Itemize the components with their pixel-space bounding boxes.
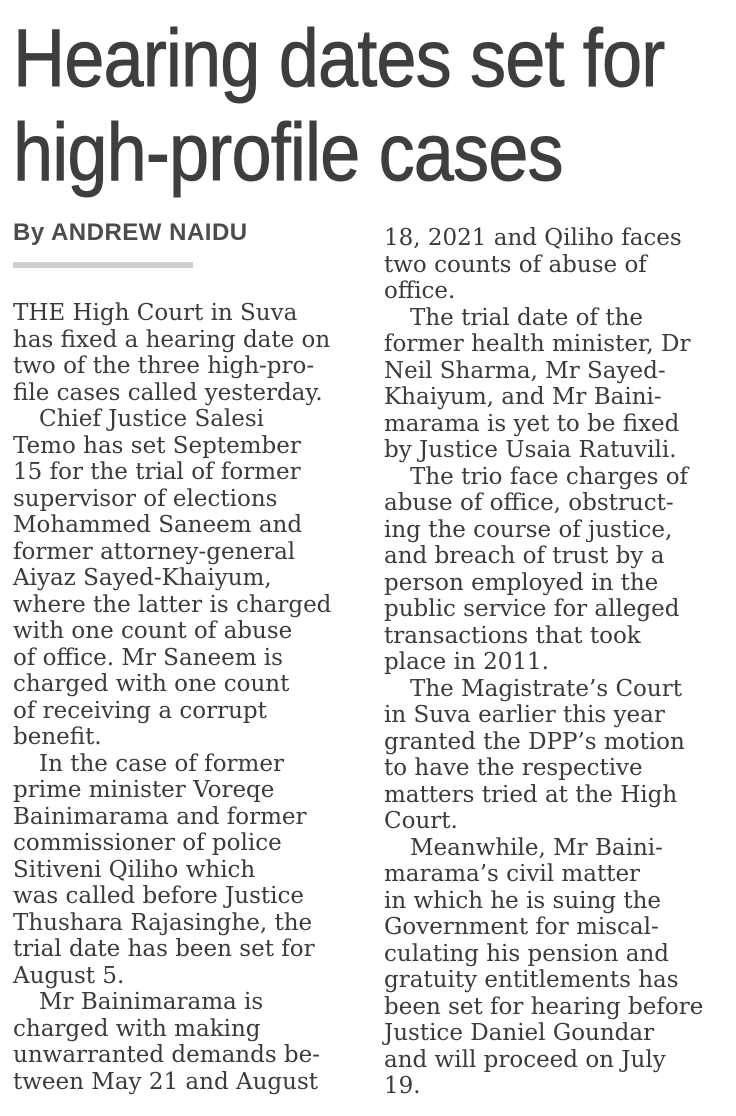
body-line: Court. [384,808,458,834]
body-line: Neil Sharma, Mr Sayed- [384,357,666,384]
headline-line-2: high-profile cases [13,107,563,198]
body-line: Sitiveni Qiliho which [13,856,256,883]
body-line: former attorney-general [13,538,296,565]
body-line: Thushara Rajasinghe, the [13,909,313,936]
body-line: with one count of abuse [13,618,293,644]
body-line: office. [384,278,456,304]
body-line: and breach of trust by a [384,543,665,569]
body-line: tween May 21 and August [13,1068,318,1095]
body-line: was called before Justice [13,883,305,909]
body-line: of receiving a corrupt [13,697,267,724]
body-line: charged with making [13,1015,261,1042]
body-line: 18, 2021 and Qiliho faces [384,225,682,251]
body-line: Meanwhile, Mr Baini- [410,834,663,861]
body-line: Government for miscal- [384,914,659,940]
body-line: been set for hearing before [384,993,704,1020]
body-line: place in 2011. [384,649,549,675]
article-headline [13,12,664,200]
body-line: former health minister, Dr [384,331,691,357]
body-line: prime minister Voreqe [13,777,275,803]
body-line: Aiyaz Sayed-Khaiyum, [13,565,272,591]
byline: By ANDREW NAIDU [13,219,248,246]
body-line: charged with one count [13,671,290,697]
body-line: to have the respective [384,755,643,781]
body-line: gratuity entitlements has [384,967,679,993]
body-line: unwarranted demands be- [13,1042,321,1068]
body-line: culating his pension and [384,940,670,967]
body-line: public service for alleged [384,596,680,622]
body-line: Chief Justice Salesi [39,406,265,432]
body-line: in which he is suing the [384,887,662,914]
body-line: supervisor of elections [13,485,278,512]
body-line: trial date has been set for [13,936,315,962]
body-line: of office. Mr Saneem is [13,644,283,671]
body-line: in Suva earlier this year [384,702,665,728]
body-line: Mohammed Saneem and [13,512,303,538]
body-line: Justice Daniel Goundar [384,1020,655,1046]
body-line: marama is yet to be fixed [384,410,680,437]
body-line: granted the DPP’s motion [384,728,685,755]
body-line: person employed in the [384,569,659,596]
body-line: two of the three high-pro- [13,353,315,379]
body-line: August 5. [13,962,125,989]
body-line: benefit. [13,724,102,750]
body-line: THE High Court in Suva [13,300,298,326]
body-line: has fixed a hearing date on [13,326,331,353]
body-line: Bainimarama and former [13,803,307,830]
body-line: Mr Bainimarama is [39,989,264,1015]
headline-line-1: Hearing dates set for [13,13,665,104]
body-line: The trio face charges of [410,463,689,490]
body-line: and will proceed on July [384,1046,666,1073]
body-line: by Justice Usaia Ratuvili. [384,437,677,463]
body-line: file cases called yesterday. [13,379,323,406]
body-line: Temo has set September [13,432,301,459]
body-line: marama’s civil matter [384,861,641,887]
body-column-left [13,300,373,1095]
body-line: ing the course of justice, [384,516,673,543]
body-line: In the case of former [39,750,284,777]
body-line: commissioner of police [13,830,282,856]
body-line: 15 for the trial of former [13,459,301,485]
byline-divider-rule [13,262,193,268]
body-line: abuse of office, obstruct- [384,490,674,516]
body-line: transactions that took [384,622,641,649]
body-column-right [384,225,736,1100]
body-line: two counts of abuse of [384,251,647,278]
body-line: where the latter is charged [13,591,332,618]
body-line: Khaiyum, and Mr Baini- [384,384,662,410]
body-line: 19. [384,1073,421,1099]
body-line: The trial date of the [410,304,643,331]
body-line: The Magistrate’s Court [410,675,682,702]
body-line: matters tried at the High [384,781,678,808]
